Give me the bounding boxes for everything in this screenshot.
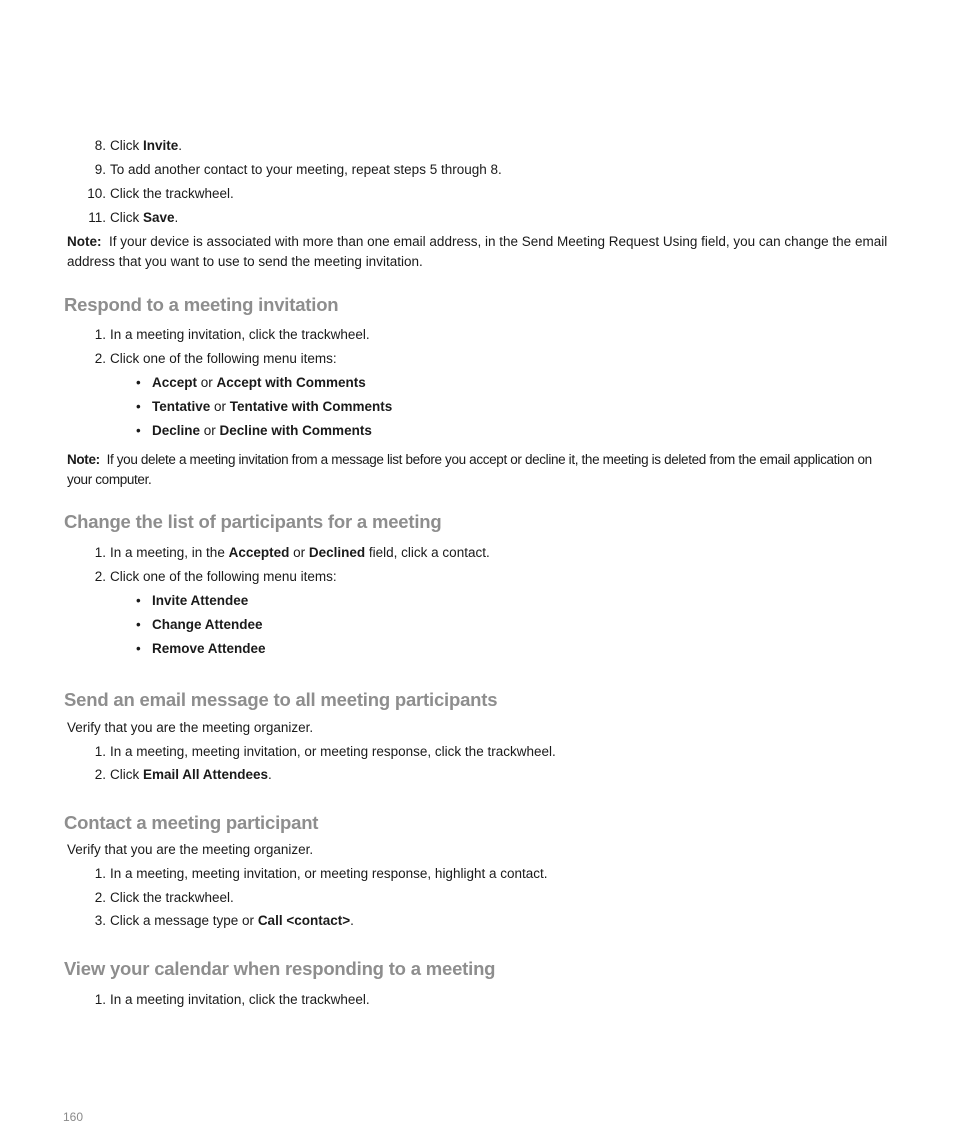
heading-change-participants: Change the list of participants for a meeting xyxy=(64,511,442,532)
bullet-tentative: • Tentative or Tentative with Comments xyxy=(136,399,393,414)
bullet-dot: • xyxy=(136,593,141,608)
bullet-dot: • xyxy=(136,617,141,632)
heading-contact-participant: Contact a meeting participant xyxy=(64,812,319,833)
heading-respond: Respond to a meeting invitation xyxy=(64,294,339,315)
bullet-remove-attendee: • Remove Attendee xyxy=(136,641,266,656)
contact-step-1: 1. In a meeting, meeting invitation, or meeting response, highlight a contact. xyxy=(94,866,548,881)
bullet-dot: • xyxy=(136,423,141,438)
bullet-change-attendee: • Change Attendee xyxy=(136,617,263,632)
step-11: 11. Click Save. xyxy=(88,210,179,225)
email-all-prerequisite: Verify that you are the meeting organizer. xyxy=(67,720,314,735)
bullet-decline: • Decline or Decline with Comments xyxy=(136,423,372,438)
step-8: 8. Click Invite. xyxy=(94,138,183,153)
contact-step-3: 3. Click a message type or Call <contact>. xyxy=(94,913,354,928)
heading-email-all: Send an email message to all meeting participants xyxy=(64,689,498,710)
change-step-2: 2. Click one of the following menu items: xyxy=(94,569,337,584)
view-step-1: 1. In a meeting invitation, click the trackwheel. xyxy=(94,992,370,1007)
change-step-1: 1. In a meeting, in the Accepted or Declined field, click a contact. xyxy=(94,545,490,560)
note-delete-invitation: Note: If you delete a meeting invitation from a message list before you accept or decline it, the meeting is deleted from the email application on your computer. xyxy=(67,452,872,487)
bullet-dot: • xyxy=(136,399,141,414)
note-email-address: Note: If your device is associated with more than one email address, in the Send Meeting Request Using field, you can change the email address that you want to use to send the meeting invitation. xyxy=(67,234,888,269)
contact-prerequisite: Verify that you are the meeting organizer. xyxy=(67,842,314,857)
step-9: 9. To add another contact to your meeting, repeat steps 5 through 8. xyxy=(94,162,502,177)
bullet-invite-attendee: • Invite Attendee xyxy=(136,593,249,608)
email-all-step-2: 2. Click Email All Attendees. xyxy=(94,767,272,782)
respond-step-1: 1. In a meeting invitation, click the trackwheel. xyxy=(94,327,370,342)
bullet-dot: • xyxy=(136,375,141,390)
contact-step-2: 2. Click the trackwheel. xyxy=(94,890,234,905)
bullet-dot: • xyxy=(136,641,141,656)
page-number: 160 xyxy=(63,1110,84,1124)
heading-view-calendar: View your calendar when responding to a meeting xyxy=(64,958,496,979)
respond-step-2: 2. Click one of the following menu items: xyxy=(94,351,337,366)
step-10: 10. Click the trackwheel. xyxy=(87,186,234,201)
bullet-accept: • Accept or Accept with Comments xyxy=(136,375,366,390)
email-all-step-1: 1. In a meeting, meeting invitation, or meeting response, click the trackwheel. xyxy=(94,744,556,759)
